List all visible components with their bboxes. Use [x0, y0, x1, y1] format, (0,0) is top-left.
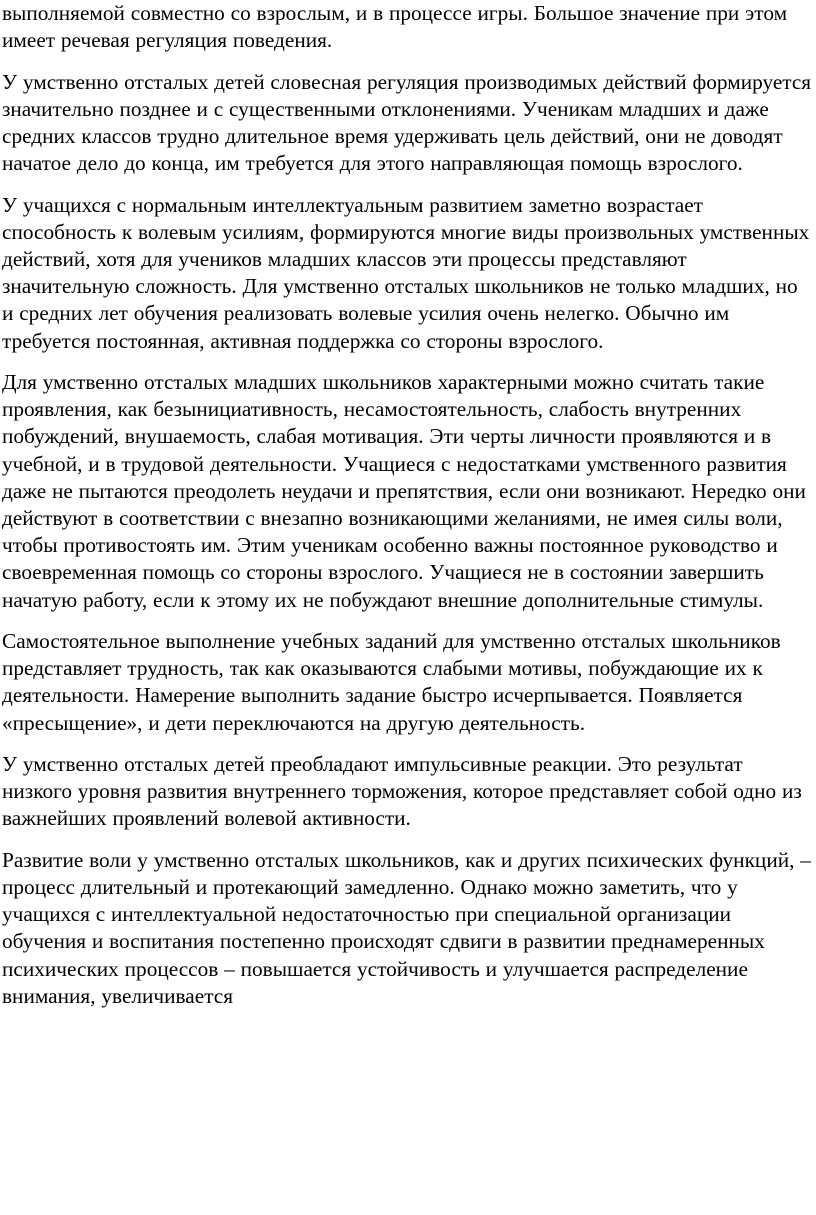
- paragraph-7: Развитие воли у умственно отсталых школьников, как и других психических функций, – процесс длительный и протекающий замедленно. Однако можно заметить, что у учащихся с интеллектуальной недостаточностью при специальной организации обучения и воспитания постепенно происходят сдвиги в развитии преднамеренных психических процессов – повышается устойчивость и улучшается распределение внимания, увеличивается: [2, 847, 811, 1008]
- paragraph-4: Для умственно отсталых младших школьников характерными можно считать такие проявления, как безынициативность, несамостоятельность, слабость внутренних побуждений, внушаемость, слабая мотивация. Эти черты личности проявляются и в учебной, и в трудовой деятельности. Учащиеся с недостатками умственного развития даже не пытаются преодолеть неудачи и препятствия, если они возникают. Нередко они действуют в соответствии с внезапно возникающими желаниями, не имея силы воли, чтобы противостоять им. Этим ученикам особенно важны постоянное руководство и своевременная помощь со стороны взрослого. Учащиеся не в состоянии завершить начатую работу, если к этому их не побуждают внешние дополнительные стимулы.: [2, 370, 806, 612]
- paragraph-5: Самостоятельное выполнение учебных заданий для умственно отсталых школьников представляет трудность, так как оказываются слабыми мотивы, побуждающие их к деятельности. Намерение выполнить задание быстро исчерпывается. Появляется «пресыщение», и дети переключаются на другую деятельность.: [2, 629, 781, 735]
- paragraph-2: У умственно отсталых детей словесная регуляция производимых действий формируется значительно позднее и с существенными отклонениями. Ученикам младших и даже средних классов трудно длительное время удерживать цель действий, они не доводят начатое дело до конца, им требуется для этого направляющая помощь взрослого.: [2, 69, 812, 176]
- paragraph-1: выполняемой совместно со взрослым, и в процессе игры. Большое значение при этом имеет речевая регуляция поведения.: [2, 1, 788, 53]
- paragraph-3: У учащихся с нормальным интеллектуальным развитием заметно возрастает способность к волевым усилиям, формируются многие виды произвольных умственных действий, хотя для учеников младших классов эти процессы представляют значительную сложность. Для умственно отсталых школьников не только младших, но и средних лет обучения реализовать волевые усилия очень нелегко. Обычно им требуется постоянная, активная поддержка со стороны взрослого.: [2, 192, 810, 353]
- paragraph-6: У умственно отсталых детей преобладают импульсивные реакции. Это результат низкого уровня развития внутреннего торможения, которое представляет собой одно из важнейших проявлений волевой активности.: [2, 752, 802, 831]
- document-body: [2, 0, 814, 1024]
